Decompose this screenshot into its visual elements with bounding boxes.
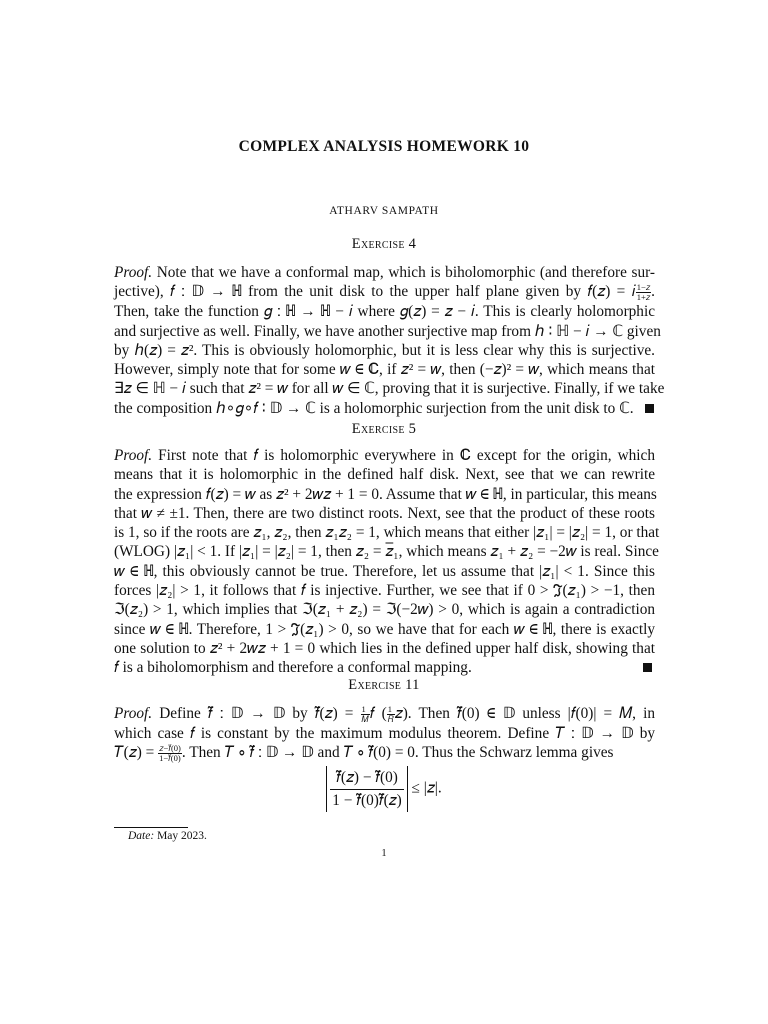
- text-line: one solution to 𝑧² + 2𝑤𝑧 + 1 = 0 which lies in the defined upper half disk, showing that: [114, 639, 655, 657]
- proof-label: Proof.: [114, 447, 153, 464]
- page-number: 1: [381, 848, 387, 859]
- text-span: First note that 𝑓 is holomorphic everywhere in ℂ except for the origin, which: [152, 447, 655, 464]
- qed-square-icon: [645, 404, 654, 413]
- paper-title: COMPLEX ANALYSIS HOMEWORK 10: [238, 138, 530, 155]
- text-line: jective), 𝑓 ∶ 𝔻 → ℍ from the unit disk to the upper half plane given by 𝑓(𝑧) = 𝑖 $\frac{\text{1−𝑧}}{\text{1+𝑧}}$ .: [114, 282, 655, 303]
- text-line: [114, 743, 655, 763]
- fraction-numerator: 1: [387, 705, 395, 715]
- text-line: by ℎ(𝑧) = 𝑧². This is obviously holomorphic, but it is less clear why this is surjective.: [114, 341, 655, 359]
- text-line: ∃𝑧 ∈ ℍ − 𝑖 such that 𝑧² = 𝑤 for all 𝑤 ∈ ℂ, proving that it is surjective. Finally, if we take: [114, 380, 665, 398]
- text-span: the composition ℎ∘𝑔∘𝑓 ∶ 𝔻 → ℂ is a holomorphic surjection from the unit disk to ℂ.: [114, 399, 634, 417]
- footnote-rule: [114, 827, 188, 828]
- fraction-numerator: 1: [361, 705, 370, 715]
- fraction-denominator: 1 − 𝑓̃(0)𝑓̃(𝑧): [332, 792, 402, 809]
- text-line: (WLOG) |𝑧₁| < 1. If |𝑧₁| = |𝑧₂| = 1, then 𝑧₂ = 𝑧̅₁, which means 𝑧₁ + 𝑧₂ = −2𝑤 is real. Since: [114, 543, 659, 561]
- fraction-numerator: 1−𝑧: [636, 282, 651, 293]
- display-equation: [0, 766, 768, 812]
- footnote-text: May 2023.: [154, 830, 207, 842]
- text-line: forces |𝑧₂| > 1, it follows that 𝑓 is injective. Further, we see that if 0 > ℑ(𝑧₁) > −1, then: [114, 582, 655, 600]
- text-line: [114, 658, 655, 677]
- text-line: [114, 446, 655, 465]
- fraction-numerator: 𝑧−𝑓̃(0): [159, 743, 181, 754]
- exercise-4-heading: Exercise 4: [351, 236, 417, 252]
- text-line: that 𝑤 ≠ ±1. Then, there are two distinct roots. Next, see that the product of these roots: [114, 504, 655, 522]
- text-line: since 𝑤 ∈ ℍ. Therefore, 1 > ℑ(𝑧₁) > 0, so we have that for each 𝑤 ∈ ℍ, there is exactly: [114, 620, 656, 638]
- text-line: Then, take the function 𝑔 ∶ ℍ → ℍ − 𝑖 where 𝑔(𝑧) = 𝑧 − 𝑖. This is clearly holomorphic: [114, 303, 655, 321]
- fraction-denominator: 𝑅: [387, 713, 394, 724]
- text-span: 𝑓 is a biholomorphism and therefore a conformal mapping.: [114, 659, 472, 677]
- text-line: which case 𝑓 is constant by the maximum modulus theorem. Define 𝑇 ∶ 𝔻 → 𝔻 by: [114, 724, 655, 742]
- text-span: . Then 𝑇 ∘ 𝑓̃ ∶ 𝔻 → 𝔻 and 𝑇 ∘ 𝑓̃(0) = 0. Thus the Schwarz lemma gives: [181, 744, 614, 762]
- proof-label: Proof.: [114, 705, 153, 722]
- exercise-5-proof: [114, 446, 660, 678]
- text-line: 𝑤 ∈ ℍ, this obviously cannot be true. Therefore, let us assume that |𝑧₁| < 1. Since this: [114, 562, 655, 580]
- text-line: the expression 𝑓(𝑧) = 𝑤 as 𝑧² + 2𝑤𝑧 + 1 = 0. Assume that 𝑤 ∈ ℍ, in particular, this means: [114, 485, 657, 503]
- inline-fraction: [158, 744, 182, 763]
- text-line: and surjective as well. Finally, we have another surjective map from ℎ ∶ ℍ − 𝑖 → ℂ given: [114, 322, 661, 340]
- text-line: [114, 263, 655, 282]
- text-line: means that it is holomorphic in the defined half disk. Next, see that we can rewrite: [114, 466, 655, 484]
- text-line: [114, 704, 655, 724]
- display-fraction: [330, 768, 403, 810]
- text-line: However, simply note that for some 𝑤 ∈ ℂ, if 𝑧² = 𝑤, then (−𝑧)² = 𝑤, which means that: [114, 361, 655, 379]
- proof-label: Proof.: [114, 264, 153, 281]
- author-name: ATHARV SAMPATH: [329, 205, 439, 217]
- fraction-denominator: 1+𝑧: [636, 292, 651, 303]
- qed-square-icon: [643, 663, 652, 672]
- text-span: jective), 𝑓 ∶ 𝔻 → ℍ from the unit disk to the upper half plane given by 𝑓(𝑧) = 𝑖: [114, 283, 636, 301]
- text-line: ℑ(𝑧₂) > 1, which implies that ℑ(𝑧₁ + 𝑧₂) = ℑ(−2𝑤) > 0, which is again a contradiction: [114, 601, 655, 619]
- fraction-denominator: 𝑀: [361, 713, 369, 724]
- fraction-denominator: 1−𝑓̃(0): [159, 753, 181, 764]
- footnote-label: Date:: [128, 830, 155, 842]
- inline-fraction: [361, 705, 370, 724]
- inequality-rhs: ≤ |𝑧|.: [407, 779, 442, 797]
- exercise-11-heading: Exercise 11: [348, 677, 420, 693]
- text-span: Note that we have a conformal map, which is biholomorphic (and therefore sur-: [152, 264, 655, 281]
- text-span: 𝑓 (: [369, 705, 387, 722]
- exercise-11-proof: [114, 704, 655, 763]
- footnote: [128, 830, 207, 842]
- text-line: is 1, so if the roots are 𝑧₁, 𝑧₂, then 𝑧₁𝑧₂ = 1, which means that either |𝑧₁| = |𝑧₂| = 1, or that: [114, 524, 660, 542]
- exercise-4-proof: [114, 263, 665, 418]
- text-span: 𝑇(𝑧) =: [114, 744, 159, 762]
- text-line: [114, 399, 655, 418]
- exercise-5-heading: Exercise 5: [351, 421, 417, 437]
- inline-fraction: [636, 283, 651, 302]
- text-span: 𝑧). Then 𝑓̃(0) ∈ 𝔻 unless |𝑓(0)| = 𝑀, in: [394, 705, 656, 722]
- absolute-value: [326, 766, 407, 812]
- text-span: Define 𝑓̃ ∶ 𝔻 → 𝔻 by 𝑓̃(𝑧) =: [152, 705, 361, 722]
- fraction-numerator: 𝑓̃(𝑧) − 𝑓̃(0): [330, 768, 403, 790]
- inline-fraction: [387, 705, 395, 724]
